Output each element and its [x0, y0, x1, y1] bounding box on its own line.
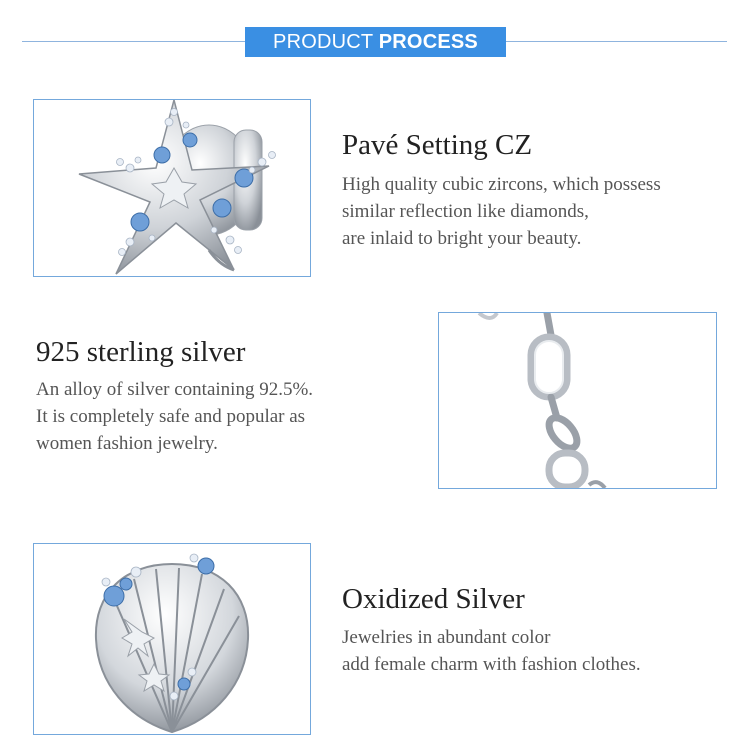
- starfish-charm-photo: [33, 99, 311, 277]
- heading-bold-text: PROCESS: [378, 31, 478, 53]
- feature-title-pave-setting: Pavé Setting CZ: [342, 129, 533, 161]
- description-line: add female charm with fashion clothes.: [342, 654, 641, 675]
- feature-description-pave-setting: [342, 171, 661, 252]
- description-line: are inlaid to bright your beauty.: [342, 228, 582, 249]
- silver-chain-link-photo: [438, 312, 717, 489]
- feature-title-oxidized-silver: Oxidized Silver: [342, 583, 525, 615]
- description-line: High quality cubic zircons, which possess: [342, 174, 661, 195]
- section-heading: [245, 27, 506, 57]
- feature-title-sterling-silver: 925 sterling silver: [36, 336, 246, 368]
- description-line: similar reflection like diamonds,: [342, 201, 589, 222]
- feature-description-sterling-silver: [36, 376, 313, 457]
- description-line: An alloy of silver containing 92.5%.: [36, 379, 314, 400]
- heading-light-text: PRODUCT: [273, 31, 373, 53]
- description-line: It is completely safe and popular as: [36, 406, 306, 427]
- description-line: women fashion jewelry.: [36, 433, 218, 454]
- description-line: Jewelries in abundant color: [342, 627, 551, 648]
- seashell-charm-photo: [33, 543, 311, 735]
- feature-description-oxidized-silver: [342, 624, 641, 678]
